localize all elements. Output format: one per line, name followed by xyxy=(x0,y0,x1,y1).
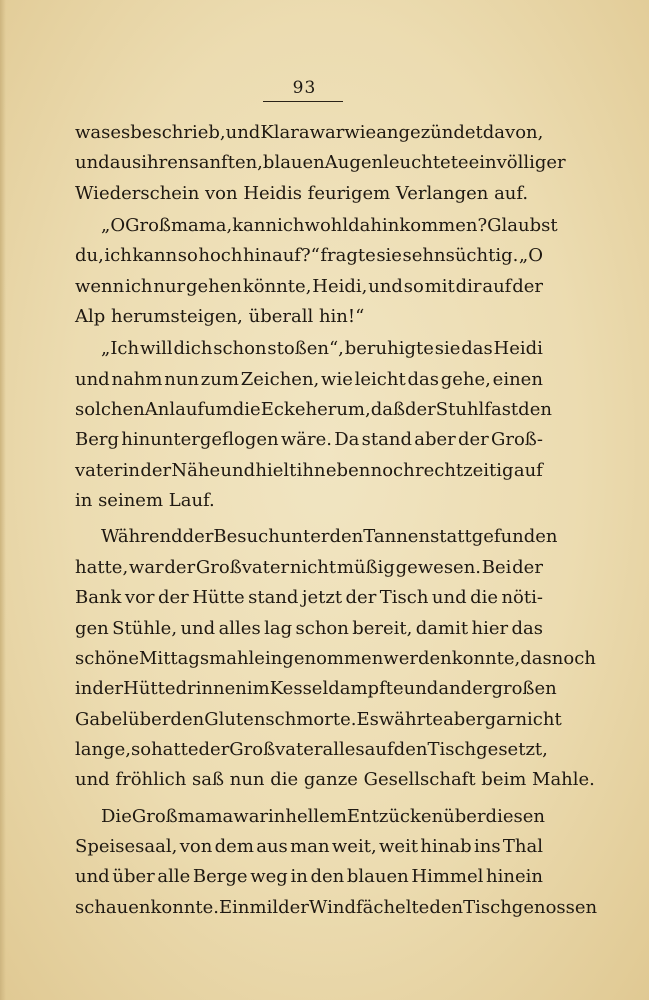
word: über xyxy=(443,805,486,827)
word: noch xyxy=(551,647,596,669)
word: über xyxy=(128,708,171,730)
word: der xyxy=(405,399,436,421)
word: gewesen. xyxy=(395,556,482,578)
word: nahm xyxy=(111,368,163,390)
word: Bei xyxy=(481,556,512,578)
word: gar xyxy=(484,708,516,730)
word: Entzücken xyxy=(346,805,444,827)
word: leicht xyxy=(354,368,406,390)
word: dem xyxy=(214,835,254,857)
word: den xyxy=(329,526,364,548)
word: der xyxy=(164,556,196,578)
text-line xyxy=(75,705,562,735)
word: Himmel xyxy=(411,866,484,888)
word: großen xyxy=(491,678,557,700)
text-line xyxy=(75,211,558,241)
word: hinein xyxy=(486,866,543,888)
word: Wind xyxy=(308,896,356,918)
word: ihren xyxy=(141,152,190,174)
word: wie xyxy=(321,368,353,390)
word: Glaubst xyxy=(487,215,558,237)
word: in xyxy=(268,805,286,827)
word: schon xyxy=(213,338,267,360)
word: ihn xyxy=(296,459,326,481)
text-line xyxy=(75,735,548,765)
word: Thal xyxy=(502,835,543,857)
word: hatte xyxy=(151,738,199,760)
word: beschrieb, xyxy=(130,122,226,143)
word: kann xyxy=(132,245,178,267)
word: man xyxy=(290,835,330,857)
word: der xyxy=(512,556,543,578)
word: und xyxy=(431,587,467,609)
word: im xyxy=(246,678,270,700)
word: rechtzeitig xyxy=(415,459,514,481)
word: gesetzt, xyxy=(476,738,548,760)
word: eingenommen xyxy=(254,647,384,669)
text-line xyxy=(75,522,558,552)
word: hoch xyxy=(198,245,243,267)
word: milder xyxy=(249,896,309,918)
word: Ein xyxy=(219,896,250,918)
word: Großvater xyxy=(229,738,323,760)
word: auf xyxy=(513,459,543,481)
word: diesen xyxy=(485,805,545,827)
word: Hütte xyxy=(192,587,245,609)
word: dich xyxy=(173,338,213,360)
word: Kessel xyxy=(269,678,329,700)
word: der xyxy=(92,678,124,700)
word: dahin xyxy=(348,215,400,237)
word: schmorte. xyxy=(265,708,357,730)
word: blauen xyxy=(262,152,325,174)
word: sehnsüchtig. xyxy=(402,245,519,267)
word: in xyxy=(290,866,308,888)
word: und xyxy=(75,368,110,390)
word: schöne xyxy=(75,647,139,669)
word: blauen xyxy=(346,866,409,888)
word: einen xyxy=(492,368,543,390)
word: das xyxy=(511,617,543,639)
word: und xyxy=(220,459,256,481)
word: „O xyxy=(101,215,126,237)
word: Da xyxy=(334,429,360,451)
word: und xyxy=(180,617,216,639)
word: ich xyxy=(277,215,305,237)
word: gen xyxy=(75,617,109,639)
word: ein xyxy=(468,152,497,174)
word: hier xyxy=(471,617,509,639)
word: Es xyxy=(356,708,379,730)
word: wäre. xyxy=(280,429,333,451)
word: lag xyxy=(264,617,293,639)
word: wie xyxy=(344,122,377,143)
word: aus xyxy=(256,835,288,857)
word: so xyxy=(403,275,424,297)
text-line xyxy=(75,832,543,862)
word: stattgefunden xyxy=(430,526,558,548)
word: von xyxy=(179,835,213,857)
word: Zeichen, xyxy=(240,368,320,390)
word: Nähe xyxy=(171,459,221,481)
word: Heidi xyxy=(493,338,543,360)
word: schon xyxy=(295,617,349,639)
word: konnte, xyxy=(451,647,521,669)
word: fächelte xyxy=(355,896,430,918)
word: vor xyxy=(124,587,155,609)
word: solchen xyxy=(75,399,145,421)
word: unter xyxy=(279,526,330,548)
word: dampfte xyxy=(328,678,404,700)
text-line xyxy=(75,334,543,364)
word: in xyxy=(75,678,93,700)
word: beruhigte xyxy=(344,338,434,360)
word: noch xyxy=(370,459,415,481)
text-line xyxy=(75,674,557,704)
word: es xyxy=(110,122,131,143)
word: Tisch xyxy=(427,738,477,760)
word: Großmama xyxy=(131,805,234,827)
word: drinnen xyxy=(175,678,247,700)
word: aus xyxy=(109,152,142,174)
word: der xyxy=(512,275,543,297)
word: Mittagsmahl xyxy=(139,647,255,669)
word: damit xyxy=(415,617,469,639)
word: alles xyxy=(322,738,365,760)
word: dir xyxy=(455,275,482,297)
word: fast xyxy=(484,399,519,421)
word: was xyxy=(75,122,111,143)
body-text xyxy=(75,118,598,923)
word: wenn xyxy=(75,275,125,297)
word: Groß- xyxy=(490,429,543,451)
word: ich xyxy=(104,245,132,267)
word: herum, xyxy=(305,399,371,421)
word: alle xyxy=(157,866,191,888)
word: Anlauf xyxy=(144,399,205,421)
text-line xyxy=(75,893,598,923)
word: eben xyxy=(325,459,371,481)
word: sie xyxy=(434,338,461,360)
word: weit xyxy=(379,835,419,857)
word: weg xyxy=(250,866,288,888)
word: der xyxy=(457,429,489,451)
word: den xyxy=(393,738,428,760)
word: den xyxy=(429,896,464,918)
word: den xyxy=(170,708,205,730)
text-line: und fröhlich saß nun die ganze Gesellschaft beim Mahle. xyxy=(75,769,595,791)
word: Tischgenossen xyxy=(463,896,598,918)
word: so xyxy=(130,738,152,760)
text-line xyxy=(75,425,543,455)
word: zum xyxy=(200,368,239,390)
word: auf xyxy=(364,738,394,760)
word: hinuntergeflogen xyxy=(121,429,279,451)
word: fragte xyxy=(320,245,376,267)
word: nur xyxy=(153,275,186,297)
word: hinauf?“ xyxy=(243,245,320,267)
word: stand xyxy=(361,429,412,451)
word: kommen? xyxy=(399,215,488,237)
text-line xyxy=(75,241,543,271)
word: Während xyxy=(101,526,183,548)
text-line xyxy=(75,118,543,148)
word: das xyxy=(520,647,552,669)
word: völliger xyxy=(496,152,566,174)
text-line xyxy=(75,272,543,302)
word: kann xyxy=(232,215,278,237)
word: gehe, xyxy=(440,368,491,390)
word: bereit, xyxy=(352,617,413,639)
text-line xyxy=(75,365,543,395)
word: hielt xyxy=(255,459,297,481)
word: vater xyxy=(75,459,123,481)
word: ins xyxy=(473,835,501,857)
word: jetzt xyxy=(301,587,343,609)
word: Tannen xyxy=(363,526,431,548)
text-line xyxy=(75,862,543,892)
text-line xyxy=(75,456,543,486)
text-line xyxy=(75,148,566,178)
word: hatte, xyxy=(75,556,129,578)
word: der xyxy=(460,678,492,700)
word: den xyxy=(518,399,552,421)
word: Ecke xyxy=(260,399,306,421)
word: und xyxy=(225,122,261,143)
word: Berg xyxy=(75,429,120,451)
word: stand xyxy=(248,587,299,609)
word: weit, xyxy=(331,835,377,857)
text-line xyxy=(75,644,596,674)
page-number: 93 xyxy=(292,78,317,98)
word: um xyxy=(204,399,233,421)
word: die xyxy=(470,587,499,609)
word: ich xyxy=(125,275,153,297)
word: und xyxy=(75,152,110,174)
word: nicht xyxy=(515,708,562,730)
word: auf xyxy=(482,275,512,297)
word: du, xyxy=(75,245,104,267)
word: und xyxy=(368,275,403,297)
word: mit xyxy=(424,275,455,297)
word: über xyxy=(112,866,155,888)
word: Heidi, xyxy=(312,275,368,297)
word: Gabel xyxy=(75,708,129,730)
word: der xyxy=(182,526,214,548)
word: aber xyxy=(414,429,456,451)
word: „O xyxy=(518,245,543,267)
word: sie xyxy=(376,245,402,267)
text-line xyxy=(75,553,543,583)
word: Berge xyxy=(192,866,248,888)
word: den xyxy=(310,866,345,888)
word: leuchtete xyxy=(383,152,469,174)
text-line: in seinem Lauf. xyxy=(75,490,215,512)
word: angezündet xyxy=(376,122,483,143)
word: in xyxy=(122,459,141,481)
word: schauen xyxy=(75,896,151,918)
word: Stühle, xyxy=(112,617,178,639)
word: alles xyxy=(218,617,261,639)
word: der xyxy=(140,459,172,481)
word: der xyxy=(345,587,377,609)
word: war xyxy=(128,556,164,578)
word: Hütte xyxy=(123,678,176,700)
text-line xyxy=(75,395,552,425)
word: die xyxy=(232,399,261,421)
word: will xyxy=(139,338,173,360)
word: aber xyxy=(443,708,485,730)
word: daß xyxy=(370,399,405,421)
text-line xyxy=(75,614,543,644)
word: Speisesaal, xyxy=(75,835,178,857)
word: davon, xyxy=(482,122,544,143)
word: nöti- xyxy=(501,587,543,609)
word: gehen xyxy=(186,275,243,297)
word: nun xyxy=(164,368,200,390)
word: Augen xyxy=(324,152,384,174)
text-line xyxy=(75,802,543,832)
word: lange, xyxy=(75,738,131,760)
word: Klara xyxy=(260,122,310,143)
word: Großvater xyxy=(195,556,290,578)
word: sanften, xyxy=(189,152,263,174)
word: war xyxy=(233,805,269,827)
word: wohl xyxy=(304,215,349,237)
word: Tisch xyxy=(379,587,429,609)
word: „Ich xyxy=(101,338,140,360)
word: währte xyxy=(378,708,444,730)
word: könnte, xyxy=(242,275,312,297)
word: werden xyxy=(383,647,452,669)
word: Stuhl xyxy=(435,399,485,421)
word: war xyxy=(309,122,345,143)
word: konnte. xyxy=(150,896,220,918)
word: und xyxy=(75,866,110,888)
word: Die xyxy=(101,805,132,827)
word: Besuch xyxy=(213,526,280,548)
word: Bank xyxy=(75,587,122,609)
word: das xyxy=(407,368,439,390)
word: Großmama, xyxy=(125,215,233,237)
word: hinab xyxy=(420,835,472,857)
word: und xyxy=(403,678,439,700)
header-rule xyxy=(263,101,343,102)
word: das xyxy=(461,338,493,360)
word: so xyxy=(177,245,198,267)
word: nicht xyxy=(289,556,337,578)
text-line: Alp herumsteigen, überall hin!“ xyxy=(75,306,365,328)
word: stoßen“, xyxy=(267,338,344,360)
word: müßig xyxy=(336,556,395,578)
text-line: Wiederschein von Heidis feurigem Verlangen auf. xyxy=(75,182,529,204)
word: Gluten xyxy=(204,708,266,730)
word: hellem xyxy=(285,805,347,827)
word: der xyxy=(158,587,189,609)
word: an xyxy=(438,678,461,700)
word: der xyxy=(198,738,230,760)
text-line xyxy=(75,583,543,613)
